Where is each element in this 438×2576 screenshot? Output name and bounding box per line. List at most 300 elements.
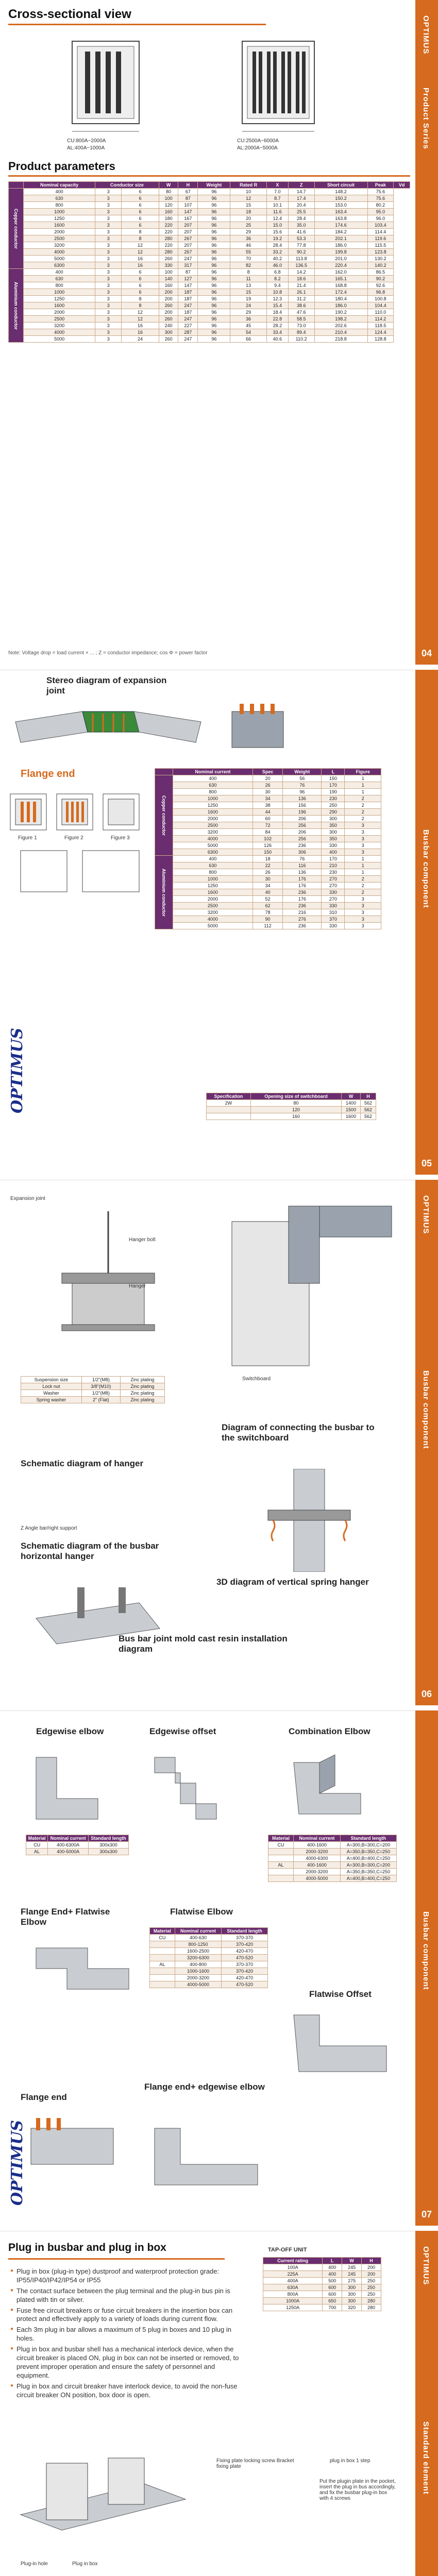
cu-label-right: CU:2500A~6000A (237, 138, 279, 144)
table-row (155, 849, 381, 856)
table-cell: 62 (252, 903, 282, 909)
table-cell: 167 (178, 215, 198, 222)
table-row (9, 209, 410, 215)
table-cell: 1250 (24, 215, 95, 222)
table-cell: 100A (263, 2264, 323, 2271)
table-cell: 2W (207, 1100, 251, 1107)
table-row (150, 1968, 268, 1975)
table-cell: 245 (342, 2271, 362, 2278)
table-cell: 400-1600 (294, 1842, 341, 1849)
table-row (9, 309, 410, 316)
table-cell: 52 (252, 896, 282, 903)
table-cell: 26.1 (288, 289, 314, 296)
table-cell: 150 (322, 775, 345, 782)
table-cell: 34 (252, 883, 282, 889)
table-cell: 96 (198, 336, 230, 343)
table-cell: 20 (230, 215, 266, 222)
table-cell: 3 (95, 209, 122, 215)
side-label: Busbar component (422, 829, 430, 908)
table-cell: 6.8 (266, 269, 288, 276)
table-cell: 15.6 (266, 229, 288, 235)
table-cell: 186.0 (314, 302, 367, 309)
table-cell (268, 1869, 294, 1875)
table-cell: 6300 (173, 849, 252, 856)
table-row (263, 2264, 381, 2271)
table-cell: 3 (345, 842, 381, 849)
table-cell: 40.2 (266, 256, 288, 262)
table-cell (268, 1875, 294, 1882)
brand-vertical: OPTIMUS (422, 1195, 430, 1234)
table-cell: 31.2 (288, 296, 314, 302)
side-label: Product Series (422, 88, 430, 149)
table-cell: 6 (122, 202, 159, 209)
table-cell: 12 (122, 242, 159, 249)
table-cell: 72 (252, 822, 282, 829)
table-row (9, 329, 410, 336)
table-cell: 86.5 (367, 269, 394, 276)
fixing-plate-label: Fixing plate locking screw Bracket fixing plate (216, 2458, 294, 2469)
table-cell: 22 (252, 862, 282, 869)
table-cell: 118.5 (367, 323, 394, 329)
table-cell: 96 (198, 323, 230, 329)
table-cell: 2500 (24, 235, 95, 242)
table-cell: 96 (198, 229, 230, 235)
step-text: Put the plugin plate in the pocket, insert the plug in bus accordingly, and fix the busbar plug-in box with 4 screws (319, 2479, 396, 2501)
table-cell: 96 (198, 329, 230, 336)
table-cell: 13 (230, 282, 266, 289)
table-cell: 87 (178, 195, 198, 202)
table-cell: 96 (198, 209, 230, 215)
table-cell: 136 (283, 795, 322, 802)
flange-end-title: Flange end (21, 768, 75, 779)
table-cell: 800 (173, 869, 252, 876)
table-cell: 400 (173, 856, 252, 862)
table-cell: 147 (178, 209, 198, 215)
table-row (9, 229, 410, 235)
table-cell: 225A (263, 2271, 323, 2278)
table-row (26, 1849, 129, 1855)
table-cell: Spring washer (21, 1397, 82, 1403)
table-row (21, 1383, 165, 1390)
page-number: 06 (417, 1685, 436, 1703)
table-cell (150, 1975, 175, 1981)
table-cell: 300 (342, 2291, 362, 2298)
table-row (9, 336, 410, 343)
table-row (150, 1948, 268, 1955)
table-cell: 1 (345, 869, 381, 876)
table-cell: 220 (159, 242, 178, 249)
table-cell: 110.0 (367, 309, 394, 316)
table-cell: 202.1 (314, 235, 367, 242)
table-row (9, 235, 410, 242)
table-cell: 96 (198, 215, 230, 222)
table-cell: 199.8 (314, 249, 367, 256)
col-header: L (322, 769, 345, 775)
table-cell: 400 (24, 269, 95, 276)
table-row (9, 282, 410, 289)
table-cell: 2000 (173, 816, 252, 822)
table-cell: 800-1250 (175, 1941, 221, 1948)
table-cell: 80.2 (367, 202, 394, 209)
table-cell: Lock nut (21, 1383, 82, 1390)
combination-elbow-drawing (289, 1752, 366, 1824)
col-header: Vd (394, 182, 410, 189)
table-cell: 1000 (173, 795, 252, 802)
col-header: Nominal current (294, 1835, 341, 1842)
table-cell: 38 (252, 802, 282, 809)
switchboard-drawing (227, 1201, 397, 1386)
table-cell: A=400,B=400,C=250 (340, 1855, 396, 1862)
table-cell: 47.6 (288, 309, 314, 316)
table-cell: 96 (198, 276, 230, 282)
table-cell: 280 (362, 2304, 381, 2311)
table-cell: 630 (173, 862, 252, 869)
table-cell: A=300,B=300,C=200 (340, 1842, 396, 1849)
table-cell: 287 (178, 329, 198, 336)
table-cell (150, 1941, 175, 1948)
col-header: Current rating (263, 2258, 323, 2264)
product-parameters-table (8, 181, 410, 343)
brand-vertical: OPTIMUS (422, 2246, 430, 2285)
label-hanger-bolt: Hanger bolt (129, 1237, 156, 1243)
table-cell: 3 (345, 836, 381, 842)
table-cell: A=350,B=350,C=250 (340, 1869, 396, 1875)
table-cell: 3 (95, 316, 122, 323)
horizontal-hanger-title: Schematic diagram of the busbar horizontal hanger (21, 1541, 159, 1561)
plug-in-bullets (10, 2267, 242, 2401)
table-cell: 3 (345, 829, 381, 836)
table-cell: CU (268, 1842, 294, 1849)
table-cell: 3 (95, 215, 122, 222)
table-cell: 76 (283, 856, 322, 862)
table-cell: 3 (95, 202, 122, 209)
table-cell: 165.1 (314, 276, 367, 282)
step-label: plug in box 1 step (330, 2458, 370, 2464)
table-cell: 170 (322, 782, 345, 789)
col-header: Weight (198, 182, 230, 189)
table-cell (268, 1855, 294, 1862)
table-row (155, 916, 381, 923)
table-cell: 1600 (24, 222, 95, 229)
expansion-joint-drawing (10, 701, 206, 758)
table-cell: 260 (159, 316, 178, 323)
table-cell: 3 (345, 896, 381, 903)
table-cell: 3 (95, 249, 122, 256)
table-cell: 12.4 (266, 215, 288, 222)
figure3-label: Figure 3 (111, 835, 130, 841)
table-cell: 96.0 (367, 215, 394, 222)
table-cell: 370 (322, 916, 345, 923)
table-cell: 8 (230, 269, 266, 276)
table-cell: 96 (198, 262, 230, 269)
table-cell: 60 (252, 816, 282, 822)
table-cell: 2000 (173, 896, 252, 903)
table-cell: 113.8 (288, 256, 314, 262)
table-cell: 6 (122, 215, 159, 222)
table-cell (207, 1113, 251, 1120)
plug-in-rule (8, 2258, 225, 2260)
table-cell: 270 (322, 883, 345, 889)
table-cell: 3 (95, 336, 122, 343)
table-cell: 187 (178, 309, 198, 316)
table-cell: 120 (250, 1107, 341, 1113)
tap-off-title: TAP-OFF UNIT (268, 2247, 307, 2253)
table-cell: 3 (345, 916, 381, 923)
table-cell: 190 (322, 789, 345, 795)
table-row (21, 1377, 165, 1383)
table-cell: 2 (345, 809, 381, 816)
table-cell: 8 (122, 302, 159, 309)
table-row (150, 1935, 268, 1941)
al-label-right: AL:2000A~5000A (237, 145, 278, 151)
col-header: Weight (283, 769, 322, 775)
table-row (9, 316, 410, 323)
table-cell: 40.6 (266, 336, 288, 343)
table-cell: 220 (159, 222, 178, 229)
table-cell: 350 (322, 822, 345, 829)
table-cell: 210 (322, 862, 345, 869)
table-cell: 44 (252, 809, 282, 816)
table-cell: 3 (95, 269, 122, 276)
table-cell: 2000 (24, 229, 95, 235)
table-cell: 56 (283, 775, 322, 782)
table-cell: 207 (178, 242, 198, 249)
table-cell: 200 (159, 289, 178, 296)
table-row (155, 909, 381, 916)
table-cell: 87 (178, 269, 198, 276)
table-cell: 107 (178, 202, 198, 209)
table-cell: 36 (230, 235, 266, 242)
label-expansion: Expansion joint (10, 1196, 45, 1201)
table-cell: 14.2 (288, 269, 314, 276)
table-cell: 306 (283, 849, 322, 856)
table-cell: 96 (198, 269, 230, 276)
table-cell: 3 (345, 849, 381, 856)
table-cell: 290 (322, 809, 345, 816)
table-cell: 14.7 (288, 189, 314, 195)
table-cell: 250 (362, 2278, 381, 2284)
table-cell: 300 (322, 816, 345, 822)
table-cell: 310 (322, 909, 345, 916)
table-cell: 46.0 (266, 262, 288, 269)
table-cell: 147 (178, 282, 198, 289)
table-cell: 2500 (173, 903, 252, 909)
col-header: Spec (252, 769, 282, 775)
page-number: 05 (417, 1154, 436, 1173)
table-cell: 78 (252, 909, 282, 916)
table-cell: 1 (345, 775, 381, 782)
bullet-item: ● Plug in box and busbar shell has a mechanical interlock device, when the circuit breaker is placed ON, plug in box can not be inserted or removed, to prevent improper operation and ensure the safety of personnel and equipment. (10, 2345, 242, 2380)
table-cell: 4000 (24, 329, 95, 336)
table-cell: 3 (95, 296, 122, 302)
table-cell: 4000-5000 (175, 1981, 221, 1988)
table-cell: 18.4 (266, 309, 288, 316)
vertical-spring-title: 3D diagram of vertical spring hanger (216, 1577, 369, 1587)
flatwise-elbow-title: Flatwise Elbow (170, 1907, 233, 1917)
flange-end-flatwise-title: Flange End+ Flatwise Elbow (21, 1907, 110, 1927)
table-cell: 156 (283, 802, 322, 809)
table-cell: 11 (230, 276, 266, 282)
table-cell: 174.6 (314, 222, 367, 229)
table-cell: 15 (230, 202, 266, 209)
table-cell: 236 (283, 889, 322, 896)
table-row (9, 262, 410, 269)
table-cell: 1250 (173, 802, 252, 809)
figure1-label: Figure 1 (18, 835, 37, 841)
table-cell: 218.8 (314, 336, 367, 343)
table-row (155, 889, 381, 896)
table-cell: 112 (252, 923, 282, 929)
col-header: Nominal current (48, 1835, 89, 1842)
table-cell: 75.6 (367, 195, 394, 202)
col-group (155, 769, 173, 775)
table-cell: 1250A (263, 2304, 323, 2311)
plug-in-hole-label: Plug-in hole (21, 2561, 48, 2567)
table-cell: 4000 (24, 249, 95, 256)
table-cell: 562 (360, 1107, 376, 1113)
table-cell: 163.8 (314, 215, 367, 222)
table-row (150, 1955, 268, 1961)
combination-elbow-table (268, 1835, 397, 1882)
table-cell: 3 (95, 289, 122, 296)
table-cell (150, 1955, 175, 1961)
cross-section-left-drawing (62, 36, 149, 139)
table-row (9, 215, 410, 222)
side-band-standard (415, 2231, 438, 2576)
table-cell: 2500 (173, 822, 252, 829)
col-header: Material (26, 1835, 48, 1842)
table-cell: 2" (Flat) (81, 1397, 120, 1403)
edgewise-offset-drawing (149, 1752, 222, 1824)
table-row (268, 1842, 397, 1849)
mold-resin-title: Bus bar joint mold cast resin installation diagram (119, 1634, 288, 1654)
table-row (26, 1842, 129, 1849)
table-row (9, 242, 410, 249)
table-cell: 260 (159, 302, 178, 309)
col-header: W (342, 2258, 362, 2264)
row-group: Aluminium conductor (155, 856, 173, 929)
table-cell: 1600 (342, 1113, 361, 1120)
table-cell: 800 (24, 282, 95, 289)
table-row (155, 809, 381, 816)
table-cell: 114.4 (367, 229, 394, 235)
table-cell: 1600 (173, 809, 252, 816)
table-row (155, 876, 381, 883)
table-cell: 96 (198, 302, 230, 309)
table-row (207, 1100, 376, 1107)
table-cell: 96 (198, 202, 230, 209)
col-header: X (266, 182, 288, 189)
table-cell: 96 (198, 316, 230, 323)
table-cell: 18 (230, 209, 266, 215)
table-cell: 630 (173, 782, 252, 789)
table-cell: 247 (178, 302, 198, 309)
table-cell: 9.4 (266, 282, 288, 289)
table-cell: 24 (230, 302, 266, 309)
table-cell: 198.2 (314, 316, 367, 323)
side-label: Busbar component (422, 1370, 430, 1449)
table-row (155, 782, 381, 789)
side-band-busbar-2 (415, 1180, 438, 1705)
table-row (207, 1113, 376, 1120)
schematic-hanger-title: Schematic diagram of hanger (21, 1459, 144, 1468)
table-cell: 2000-3200 (294, 1849, 341, 1855)
table-row (155, 923, 381, 929)
table-cell: 55 (230, 249, 266, 256)
table-cell: 2000-3200 (175, 1975, 221, 1981)
table-cell: 247 (178, 336, 198, 343)
table-cell: 230 (322, 869, 345, 876)
table-cell: 30 (252, 876, 282, 883)
table-cell: 3/8"(M10) (81, 1383, 120, 1390)
table-cell: 33.2 (266, 249, 288, 256)
col-group (9, 182, 24, 189)
table-cell: 6 (122, 209, 159, 215)
table-row (9, 222, 410, 229)
table-cell: 38.6 (288, 302, 314, 309)
table-row (9, 249, 410, 256)
edgewise-offset-title: Edgewise offset (149, 1726, 216, 1736)
table-cell: 202.6 (314, 323, 367, 329)
flange-figures (5, 789, 149, 912)
table-cell: 330 (322, 903, 345, 909)
table-row (155, 842, 381, 849)
table-cell: 11.6 (266, 209, 288, 215)
table-cell: 5000 (173, 923, 252, 929)
table-cell: 119.6 (367, 235, 394, 242)
table-cell: Zinc plating (120, 1383, 164, 1390)
table-cell: 300 (159, 329, 178, 336)
table-cell: 1/2"(M8) (81, 1390, 120, 1397)
col-header: Nominal current (175, 1928, 221, 1935)
table-cell: 162.0 (314, 269, 367, 276)
switchboard-opening-table (206, 1093, 376, 1120)
table-cell: 26 (252, 782, 282, 789)
table-cell: 84 (252, 829, 282, 836)
table-cell (150, 1981, 175, 1988)
table-cell: 115.5 (367, 242, 394, 249)
table-cell: 18.6 (288, 276, 314, 282)
table-cell: 80 (159, 189, 178, 195)
table-row (263, 2291, 381, 2298)
col-header: Specification (207, 1093, 251, 1100)
table-cell: 10 (230, 189, 266, 195)
table-cell: 1 (345, 789, 381, 795)
table-cell: 186.0 (314, 242, 367, 249)
table-cell: 1400 (342, 1100, 361, 1107)
table-cell: 25.5 (288, 209, 314, 215)
table-cell: 330 (322, 889, 345, 896)
table-cell: 400 (24, 189, 95, 195)
table-cell: 267 (178, 249, 198, 256)
col-header: Standard length (222, 1928, 268, 1935)
table-cell: 66 (230, 336, 266, 343)
col-header: H (360, 1093, 376, 1100)
bullet-item: ● Plug in box (plug-in type) dustproof and waterproof protection grade: IP55/IP40/IP42/IP54 or IP55 (10, 2267, 242, 2285)
table-cell: 250 (362, 2291, 381, 2298)
table-cell: 245 (342, 2264, 362, 2271)
edgewise-elbow-title: Edgewise elbow (36, 1726, 104, 1736)
table-row (268, 1869, 397, 1875)
table-cell: 153.0 (314, 202, 367, 209)
switchboard-title: Diagram of connecting the busbar to the switchboard (222, 1422, 375, 1443)
table-cell: 176 (283, 876, 322, 883)
side-band-product-series (415, 0, 438, 665)
table-row (9, 302, 410, 309)
table-cell: 420-470 (222, 1948, 268, 1955)
table-cell: 96.8 (367, 289, 394, 296)
table-cell: 80 (250, 1100, 341, 1107)
